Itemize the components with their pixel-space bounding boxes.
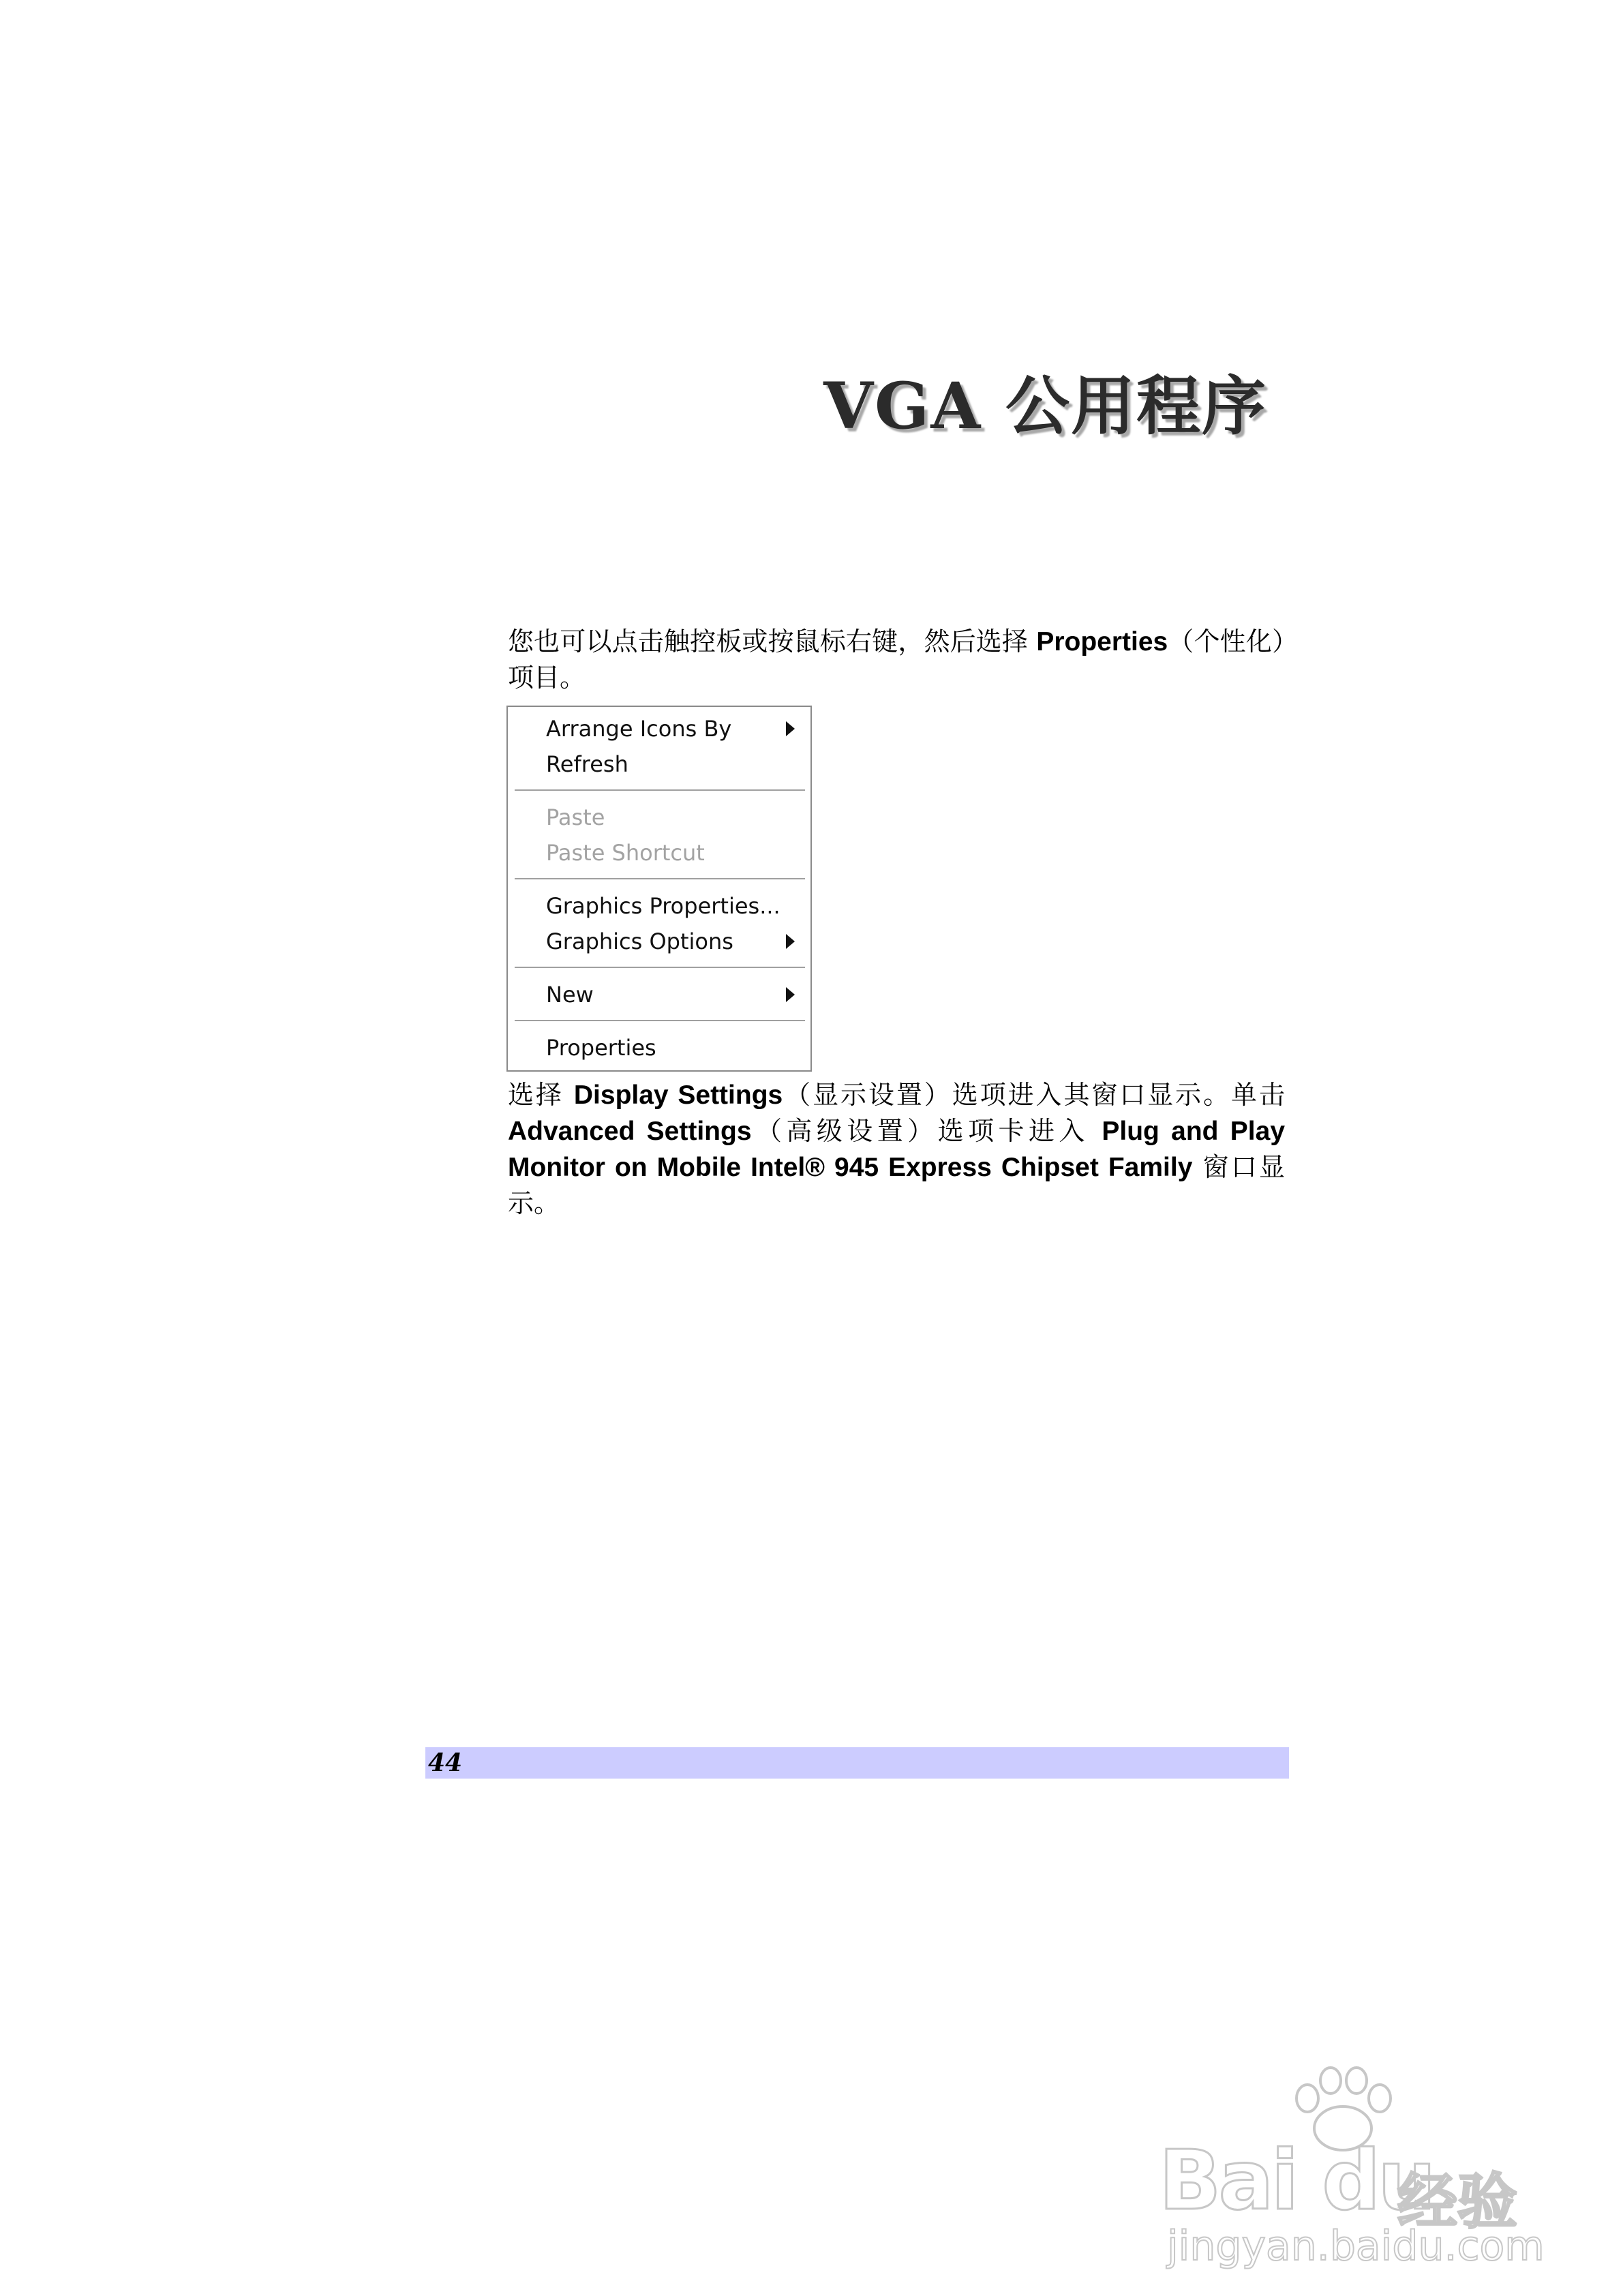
watermark-brand: Bai du	[1159, 2134, 1434, 2229]
display-settings-term: Display Settings	[573, 1081, 783, 1110]
para2-text: （高级设置）选项卡进入	[751, 1116, 1102, 1146]
para2-text: 选择	[508, 1080, 574, 1110]
menu-separator	[515, 1020, 805, 1023]
menu-item-new[interactable]: New	[546, 982, 594, 1008]
menu-separator	[515, 789, 805, 792]
submenu-arrow-icon	[786, 987, 795, 1002]
desktop-context-menu	[506, 706, 812, 1072]
menu-separator	[515, 878, 805, 881]
menu-item-refresh[interactable]: Refresh	[546, 751, 628, 777]
advanced-settings-term: Advanced Settings	[508, 1117, 752, 1146]
menu-item-arrange-icons-by[interactable]: Arrange Icons By	[546, 716, 732, 742]
page-number: 44	[428, 1749, 463, 1777]
menu-item-paste: Paste	[546, 804, 605, 830]
watermark-brand-cn: 经验	[1397, 2166, 1518, 2237]
menu-item-graphics-options[interactable]: Graphics Options	[546, 928, 733, 954]
intro-text-end: （个性化）项目。	[508, 626, 1285, 693]
menu-item-paste-shortcut: Paste Shortcut	[546, 840, 705, 866]
menu-item-properties[interactable]: Properties	[546, 1035, 656, 1061]
baidu-watermark	[1159, 2066, 1545, 2270]
menu-item-graphics-properties[interactable]: Graphics Properties...	[546, 893, 780, 919]
watermark-url: jingyan.baidu.com	[1167, 2222, 1545, 2270]
intro-paragraph	[508, 624, 1285, 696]
monitor-window-term: Plug and Play Monitor on Mobile Intel® 945 Express Chipset Family	[508, 1117, 1286, 1182]
display-settings-paragraph	[508, 1077, 1285, 1222]
intro-text: 您也可以点击触控板或按鼠标右键，然后选择	[508, 626, 1037, 656]
footer-page-bar	[425, 1747, 1289, 1779]
para2-text: （显示设置）选项进入其窗口显示。单击	[783, 1080, 1285, 1110]
submenu-arrow-icon	[786, 721, 795, 736]
submenu-arrow-icon	[786, 934, 795, 949]
chapter-title: VGA 公用程序	[823, 369, 1267, 444]
properties-term: Properties	[1036, 627, 1168, 656]
menu-separator	[515, 967, 805, 969]
para2-text-end: 窗口显示。	[508, 1152, 1285, 1218]
